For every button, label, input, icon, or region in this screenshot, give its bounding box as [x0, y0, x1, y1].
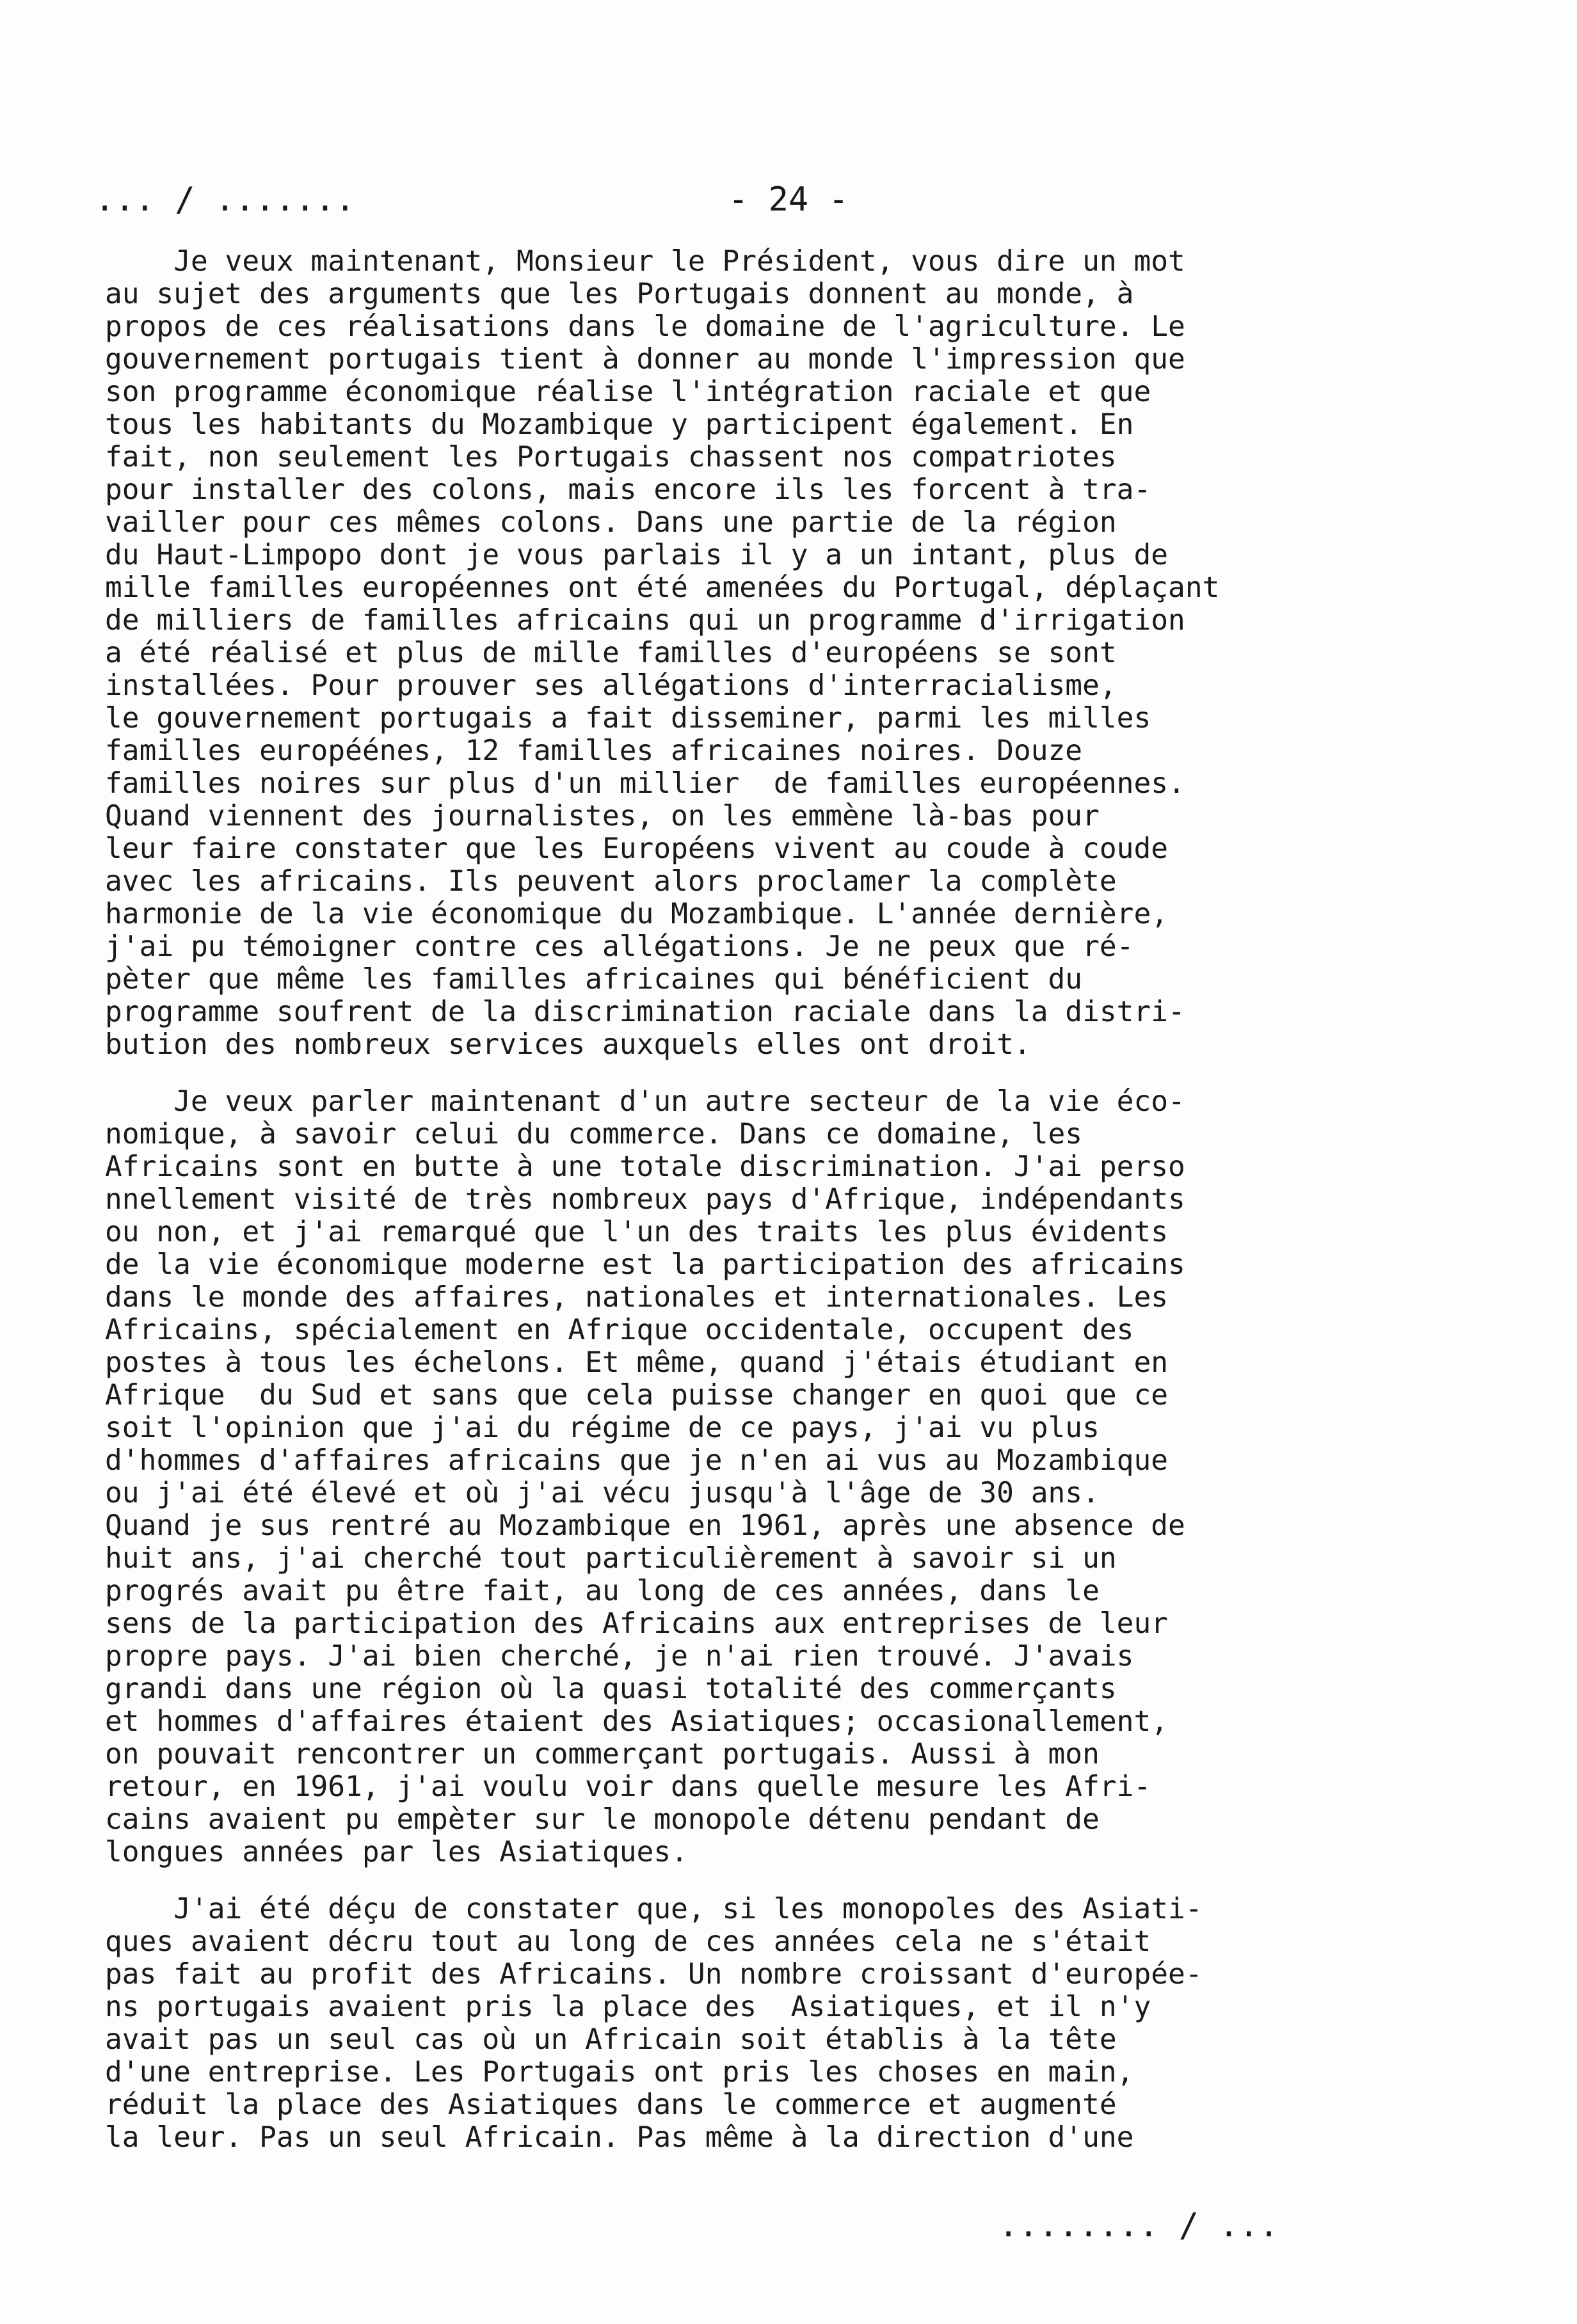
text-line: programme soufrent de la discrimination raciale dans la distri-: [105, 996, 1185, 1028]
text-line: bution des nombreux services auxquels elles ont droit.: [105, 1028, 1031, 1061]
text-line: Quand je sus rentré au Mozambique en 1961, après une absence de: [105, 1509, 1185, 1542]
text-line: pas fait au profit des Africains. Un nombre croissant d'européе-: [105, 1958, 1203, 1991]
text-line: Africains, spécialement en Afrique occidentale, occupent des: [105, 1314, 1134, 1346]
text-line: nnellement visité de très nombreux pays d'Afrique, indépendants: [105, 1183, 1185, 1216]
text-line: Je veux maintenant, Monsieur le Président, vous dire un mot: [105, 245, 1185, 278]
page-header: [95, 180, 1311, 219]
text-line: propre pays. J'ai bien cherché, je n'ai rien trouvé. J'avais: [105, 1640, 1134, 1673]
text-line: dans le monde des affaires, nationales et internationales. Les: [105, 1281, 1169, 1314]
text-line: Afrique du Sud et sans que cela puisse changer en quoi que ce: [105, 1379, 1169, 1412]
text-line: a été réalisé et plus de mille familles d'européens se sont: [105, 637, 1117, 669]
paragraph-agriculture: [105, 245, 1359, 1061]
text-line: mille familles européennes ont été amenées du Portugal, déplaçant: [105, 571, 1220, 604]
text-line: longues années par les Asiatiques.: [105, 1836, 688, 1868]
text-line: son programme économique réalise l'intégration raciale et que: [105, 376, 1151, 408]
text-line: pour installer des colons, mais encore ils les forcent à tra-: [105, 474, 1151, 506]
body-text: [105, 245, 1359, 2154]
text-line: gouvernement portugais tient à donner au monde l'impression que: [105, 343, 1185, 376]
paragraph-commerce: [105, 1085, 1359, 1868]
text-line: au sujet des arguments que les Portugais donnent au monde, à: [105, 278, 1134, 310]
text-line: fait, non seulement les Portugais chassent nos compatriotes: [105, 441, 1117, 474]
paragraph-asiatic-monopoly: [105, 1893, 1359, 2154]
text-line: et hommes d'affaires étaient des Asiatiques; occasionallement,: [105, 1705, 1169, 1738]
text-line: grandi dans une région où la quasi totalité des commerçants: [105, 1673, 1117, 1705]
text-line: ou non, et j'ai remarqué que l'un des traits les plus évidents: [105, 1216, 1169, 1248]
continuation-marker-bottom: ........ / ...: [998, 2206, 1279, 2245]
text-line: tous les habitants du Mozambique y participent également. En: [105, 408, 1134, 441]
text-line: on pouvait rencontrer un commerçant portugais. Aussi à mon: [105, 1738, 1100, 1771]
text-line: progrés avait pu être fait, au long de ces années, dans le: [105, 1575, 1100, 1607]
text-line: ou j'ai été élevé et où j'ai vécu jusqu'à l'âge de 30 ans.: [105, 1477, 1100, 1509]
text-line: soit l'opinion que j'ai du régime de ce pays, j'ai vu plus: [105, 1412, 1100, 1444]
text-line: vailler pour ces mêmes colons. Dans une partie de la région: [105, 506, 1117, 539]
text-line: d'hommes d'affaires africains que je n'en ai vus au Mozambique: [105, 1444, 1169, 1477]
text-line: j'ai pu témoigner contre ces allégations. Je ne peux que ré-: [105, 930, 1134, 963]
text-line: ques avaient décru tout au long de ces années cela ne s'était: [105, 1925, 1151, 1958]
text-line: avait pas un seul cas où un Africain soit établis à la tête: [105, 2023, 1117, 2056]
text-line: de milliers de familles africains qui un programme d'irrigation: [105, 604, 1185, 637]
text-line: Je veux parler maintenant d'un autre secteur de la vie éco-: [105, 1085, 1185, 1118]
text-line: cains avaient pu empèter sur le monopole détenu pendant de: [105, 1803, 1100, 1836]
text-line: J'ai été déçu de constater que, si les monopoles des Asiati-: [105, 1893, 1203, 1925]
text-line: retour, en 1961, j'ai voulu voir dans quelle mesure les Afri-: [105, 1771, 1151, 1803]
text-line: harmonie de la vie économique du Mozambique. L'année dernière,: [105, 898, 1169, 930]
text-line: sens de la participation des Africains aux entreprises de leur: [105, 1607, 1169, 1640]
text-line: installées. Pour prouver ses allégations d'interracialisme,: [105, 669, 1117, 702]
text-line: Quand viennent des journalistes, on les emmène là-bas pour: [105, 800, 1100, 832]
text-line: familles européénes, 12 familles africaines noires. Douze: [105, 735, 1083, 767]
text-line: huit ans, j'ai cherché tout particulièrement à savoir si un: [105, 1542, 1117, 1575]
page-number: - 24 -: [728, 180, 849, 219]
text-line: avec les africains. Ils peuvent alors proclamer la complète: [105, 865, 1117, 898]
text-line: réduit la place des Asiatiques dans le commerce et augmenté: [105, 2089, 1117, 2121]
text-line: familles noires sur plus d'un millier de familles européennes.: [105, 767, 1185, 800]
continuation-marker-top: ... / .......: [95, 180, 355, 219]
text-line: la leur. Pas un seul Africain. Pas même à la direction d'une: [105, 2121, 1134, 2154]
text-line: du Haut-Limpopo dont je vous parlais il y a un intant, plus de: [105, 539, 1169, 571]
text-line: le gouvernement portugais a fait disseminer, parmi les milles: [105, 702, 1151, 735]
text-line: pèter que même les familles africaines qui bénéficient du: [105, 963, 1083, 996]
text-line: postes à tous les échelons. Et même, quand j'étais étudiant en: [105, 1346, 1169, 1379]
text-line: nomique, à savoir celui du commerce. Dans ce domaine, les: [105, 1118, 1083, 1150]
text-line: d'une entreprise. Les Portugais ont pris les choses en main,: [105, 2056, 1134, 2089]
text-line: Africains sont en butte à une totale discrimination. J'ai perso: [105, 1150, 1185, 1183]
text-line: de la vie économique moderne est la participation des africains: [105, 1248, 1185, 1281]
text-line: propos de ces réalisations dans le domaine de l'agriculture. Le: [105, 310, 1185, 343]
text-line: ns portugais avaient pris la place des Asiatiques, et il n'y: [105, 1991, 1151, 2023]
text-line: leur faire constater que les Européens vivent au coude à coude: [105, 832, 1169, 865]
